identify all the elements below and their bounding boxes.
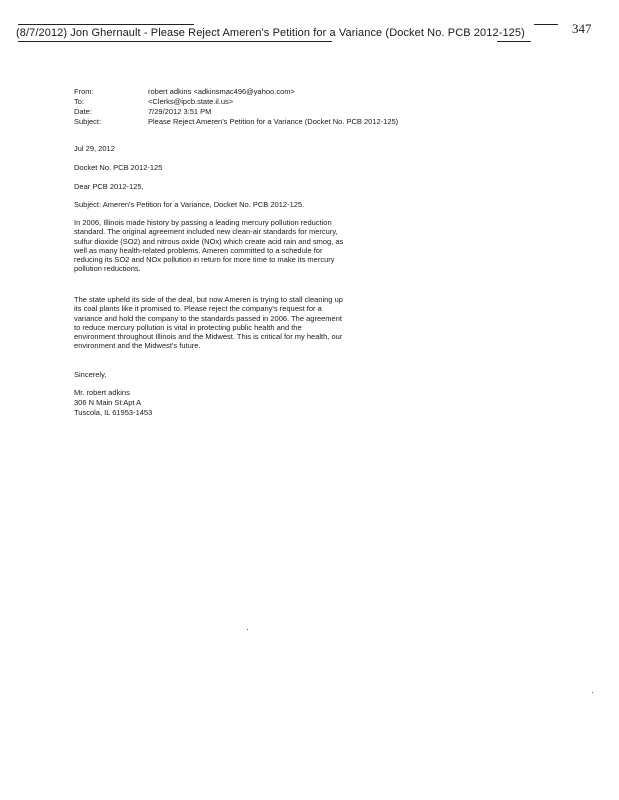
- subject-label: Subject:: [74, 117, 102, 126]
- subject-value: Please Reject Ameren's Petition for a Variance (Docket No. PCB 2012-125): [148, 117, 399, 126]
- from-label: From:: [74, 87, 94, 96]
- letter-subject: Subject: Ameren's Petition for a Variance, Docket No. PCB 2012-125.: [74, 200, 305, 209]
- header-underline: [18, 41, 332, 42]
- paragraph-2: The state upheld its side of the deal, but now Ameren is trying to stall cleaning up its coal plants like it promised to. Please reject the company's request for a variance and hold the company to the standards passed in 2006. The agreement to reduce mercury pollution is vital in protecting public health and the environment throughout Illinois and the Midwest. This is critical for my health, our environment and the Midwest's future.: [74, 295, 343, 351]
- header-underline-right: [497, 41, 531, 42]
- sender-address: 306 N Main St Apt A: [74, 398, 142, 407]
- header-top-rule: [18, 24, 194, 25]
- paragraph-1: In 2006, Illinois made history by passing a leading mercury pollution reduction standard. The original agreement included new clean-air standards for mercury, sulfur dioxide (SO2) and nitrous oxide (NOx) which create acid rain and smog, as well as many health-related problems. Ameren committed to a schedule for reducing its SO2 and NOx pollution in return for more time to make its mercury pollution reductions.: [74, 218, 344, 274]
- scan-speck: [247, 629, 248, 630]
- sender-name: Mr. robert adkins: [74, 388, 130, 397]
- date-label: Date:: [74, 107, 92, 116]
- to-value: <Clerks@ipcb.state.il.us>: [148, 97, 234, 106]
- to-label: To:: [74, 97, 85, 106]
- document-header: (8/7/2012) Jon Ghernault - Please Reject Ameren's Petition for a Variance (Docket No. PCB 2012-125): [16, 27, 525, 39]
- sender-city: Tuscola, IL 61953-1453: [74, 408, 153, 417]
- from-value: robert adkins <adkinsmac496@yahoo.com>: [148, 87, 295, 96]
- page-number: 347: [572, 21, 592, 36]
- salutation: Dear PCB 2012-125,: [74, 182, 144, 191]
- docket-number: Docket No. PCB 2012-125: [74, 163, 163, 172]
- header-top-rule-right: [534, 24, 558, 25]
- letter-date: Jul 29, 2012: [74, 144, 115, 153]
- scan-speck: [592, 692, 593, 693]
- date-value: 7/29/2012 3:51 PM: [148, 107, 212, 116]
- closing: Sincerely,: [74, 370, 107, 379]
